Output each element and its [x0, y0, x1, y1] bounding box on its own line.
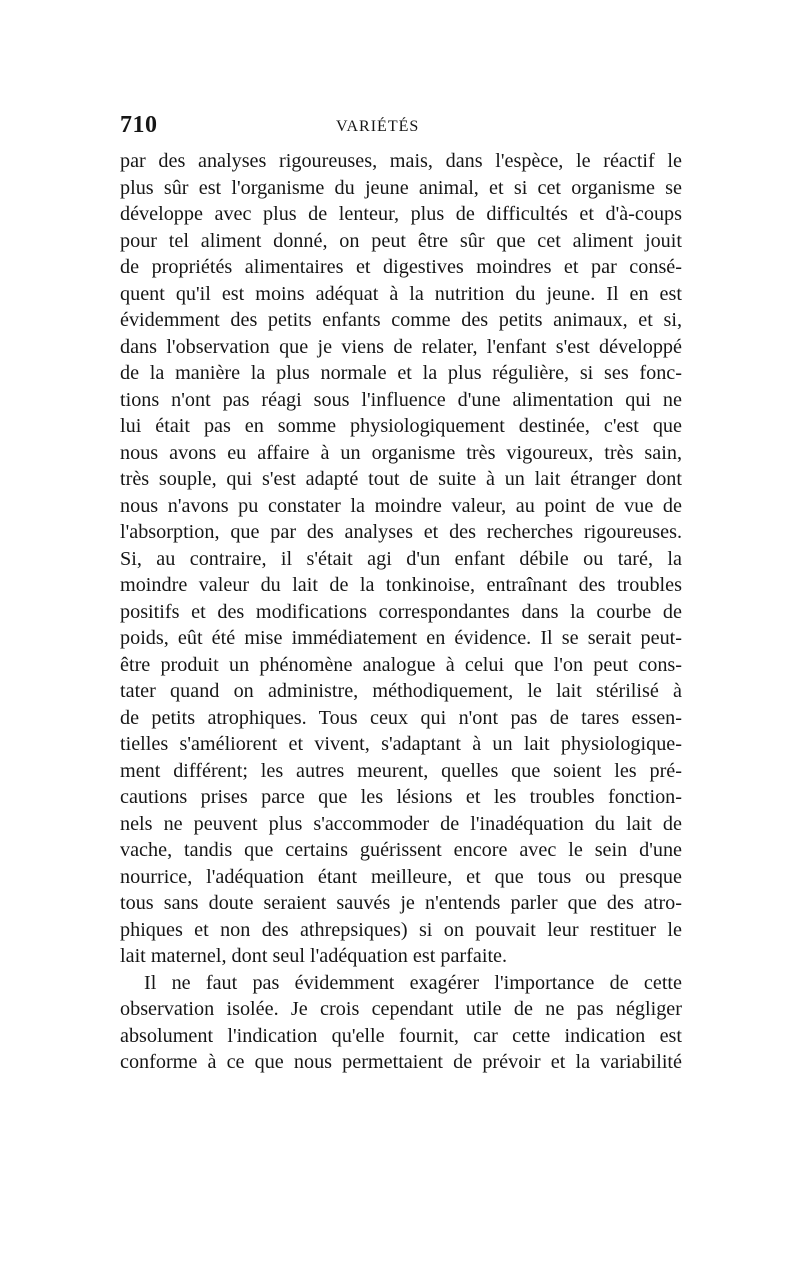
text-line: cautions prises parce que les lésions et les troubles fonction- [120, 786, 682, 808]
text-line: de la manière la plus normale et la plus régulière, si ses fonc- [120, 362, 682, 384]
text-line: conforme à ce que nous permettaient de prévoir et la variabilité [120, 1051, 682, 1073]
text-line: vache, tandis que certains guérissent encore avec le sein d'une [120, 839, 682, 861]
text-line: lait maternel, dont seul l'adéquation est parfaite. [120, 945, 508, 967]
text-line: tions n'ont pas réagi sous l'influence d'une alimentation qui ne [120, 388, 682, 411]
text-line: absolument l'indication qu'elle fournit, car cette indication est [120, 1024, 682, 1047]
page-number: 710 [120, 112, 158, 138]
text-line: plus sûr est l'organisme du jeune animal, et si cet organisme se [120, 176, 682, 199]
text-line: poids, eût été mise immédiatement en évidence. Il se serait peut- [120, 627, 682, 649]
text-line: tater quand on administre, méthodiquement, le lait stérilisé à [120, 680, 682, 702]
running-head: VARIÉTÉS [336, 118, 420, 135]
text-line: tous sans doute seraient sauvés je n'entends parler que des atro- [120, 892, 682, 914]
text-line: nourrice, l'adéquation étant meilleure, et que tous ou presque [120, 865, 682, 888]
text-line: l'absorption, que par des analyses et des recherches rigoureuses. [120, 521, 682, 543]
text-line: positifs et des modifications correspondantes dans la courbe de [120, 600, 682, 623]
text-line: phiques et non des athrepsiques) si on pouvait leur restituer le [120, 918, 682, 941]
text-line: par des analyses rigoureuses, mais, dans l'espèce, le réactif le [120, 150, 682, 172]
text-line: Il ne faut pas évidemment exagérer l'importance de cette [144, 971, 682, 994]
text-line: développe avec plus de lenteur, plus de difficultés et d'à-coups [120, 203, 682, 225]
text-line: de petits atrophiques. Tous ceux qui n'ont pas de tares essen- [120, 706, 682, 729]
text-line: de propriétés alimentaires et digestives moindres et par consé- [120, 256, 682, 278]
text-line: être produit un phénomène analogue à celui que l'on peut cons- [120, 653, 682, 676]
body-text [120, 148, 682, 1076]
text-line: dans l'observation que je viens de relater, l'enfant s'est développé [120, 335, 682, 358]
page-header [120, 112, 682, 142]
text-line: Si, au contraire, il s'était agi d'un enfant débile ou taré, la [120, 547, 682, 570]
text-line: moindre valeur du lait de la tonkinoise, entraînant des troubles [120, 574, 682, 596]
text-line: lui était pas en somme physiologiquement destinée, c'est que [120, 415, 682, 437]
text-line: pour tel aliment donné, on peut être sûr que cet aliment jouit [120, 229, 682, 252]
text-line: quent qu'il est moins adéquat à la nutrition du jeune. Il en est [120, 282, 682, 305]
text-line: nous avons eu affaire à un organisme très vigoureux, très sain, [120, 441, 682, 464]
text-line: ment différent; les autres meurent, quelles que soient les pré- [120, 759, 682, 782]
text-line: nous n'avons pu constater la moindre valeur, au point de vue de [120, 494, 682, 517]
text-line: observation isolée. Je crois cependant utile de ne pas négliger [120, 998, 682, 1020]
text-line: nels ne peuvent plus s'accommoder de l'inadéquation du lait de [120, 812, 682, 835]
text-line: tielles s'améliorent et vivent, s'adaptant à un lait physiologique- [120, 733, 682, 755]
text-line: très souple, qui s'est adapté tout de suite à un lait étranger dont [120, 468, 682, 490]
text-line: évidemment des petits enfants comme des petits animaux, et si, [120, 309, 682, 331]
